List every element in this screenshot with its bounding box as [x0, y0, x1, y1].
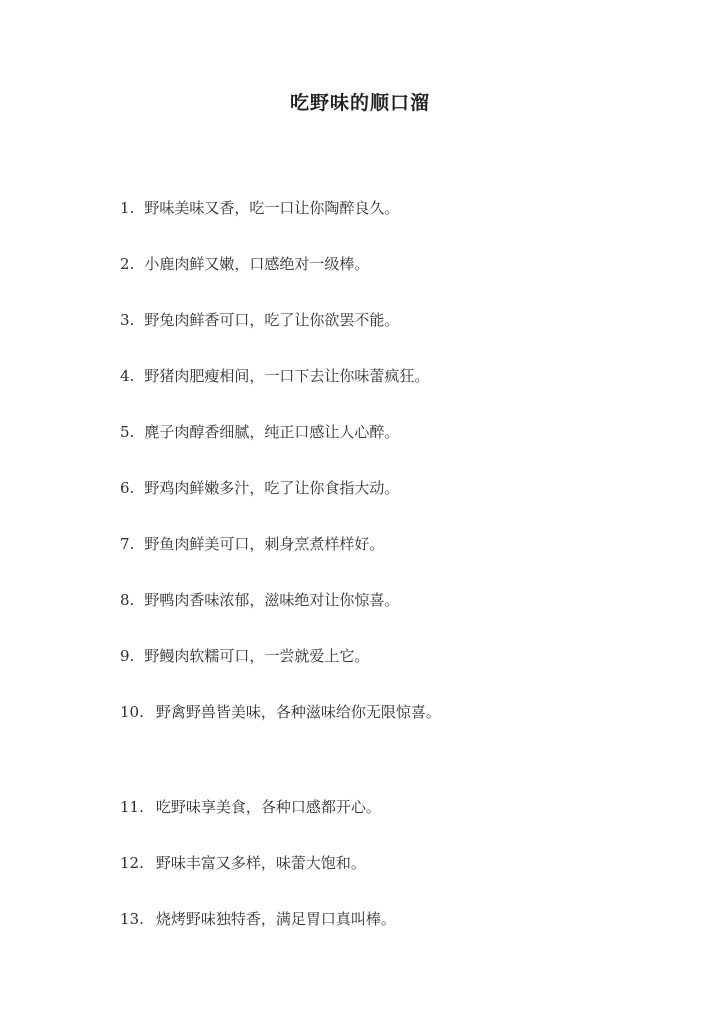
list-item — [120, 590, 399, 610]
item-text: 野鸡肉鲜嫩多汁，吃了让你食指大动。 — [144, 479, 400, 497]
item-number: 1. — [120, 199, 135, 217]
item-number: 5. — [120, 423, 135, 441]
item-number: 8. — [120, 591, 135, 609]
list-item — [120, 254, 369, 274]
list-item — [120, 646, 369, 666]
item-number: 11. — [120, 798, 144, 816]
item-text: 麂子肉醇香细腻，纯正口感让人心醉。 — [144, 423, 400, 441]
item-text: 野鱼肉鲜美可口，刺身烹煮样样好。 — [144, 535, 385, 553]
list-item — [120, 198, 399, 218]
item-text: 小鹿肉鲜又嫩，口感绝对一级棒。 — [144, 255, 370, 273]
item-text: 野味丰富又多样，味蕾大饱和。 — [155, 854, 366, 872]
list-item — [120, 909, 396, 929]
item-number: 13. — [120, 910, 144, 928]
item-text: 野禽野兽皆美味，各种滋味给你无限惊喜。 — [155, 703, 441, 721]
item-text: 野猪肉肥瘦相间，一口下去让你味蕾疯狂。 — [144, 367, 430, 385]
list-item — [120, 702, 441, 722]
item-number: 2. — [120, 255, 135, 273]
list-item — [120, 797, 381, 817]
list-item — [120, 534, 384, 554]
item-number: 12. — [120, 854, 144, 872]
list-item — [120, 422, 399, 442]
item-number: 6. — [120, 479, 135, 497]
list-item — [120, 366, 429, 386]
item-number: 4. — [120, 367, 135, 385]
document-title: 吃野味的顺口溜 — [289, 92, 430, 114]
item-number: 7. — [120, 535, 135, 553]
item-number: 10. — [120, 703, 144, 721]
item-text: 野兔肉鲜香可口，吃了让你欲罢不能。 — [144, 311, 400, 329]
item-text: 吃野味享美食，各种口感都开心。 — [155, 798, 381, 816]
item-text: 野鳗肉软糯可口，一尝就爱上它。 — [144, 647, 370, 665]
item-number: 9. — [120, 647, 135, 665]
list-item — [120, 478, 399, 498]
item-text: 野味美味又香，吃一口让你陶醉良久。 — [144, 199, 400, 217]
list-item — [120, 853, 366, 873]
list-item — [120, 310, 399, 330]
item-text: 烧烤野味独特香，满足胃口真叫棒。 — [155, 910, 396, 928]
item-text: 野鸭肉香味浓郁，滋味绝对让你惊喜。 — [144, 591, 400, 609]
item-number: 3. — [120, 311, 135, 329]
